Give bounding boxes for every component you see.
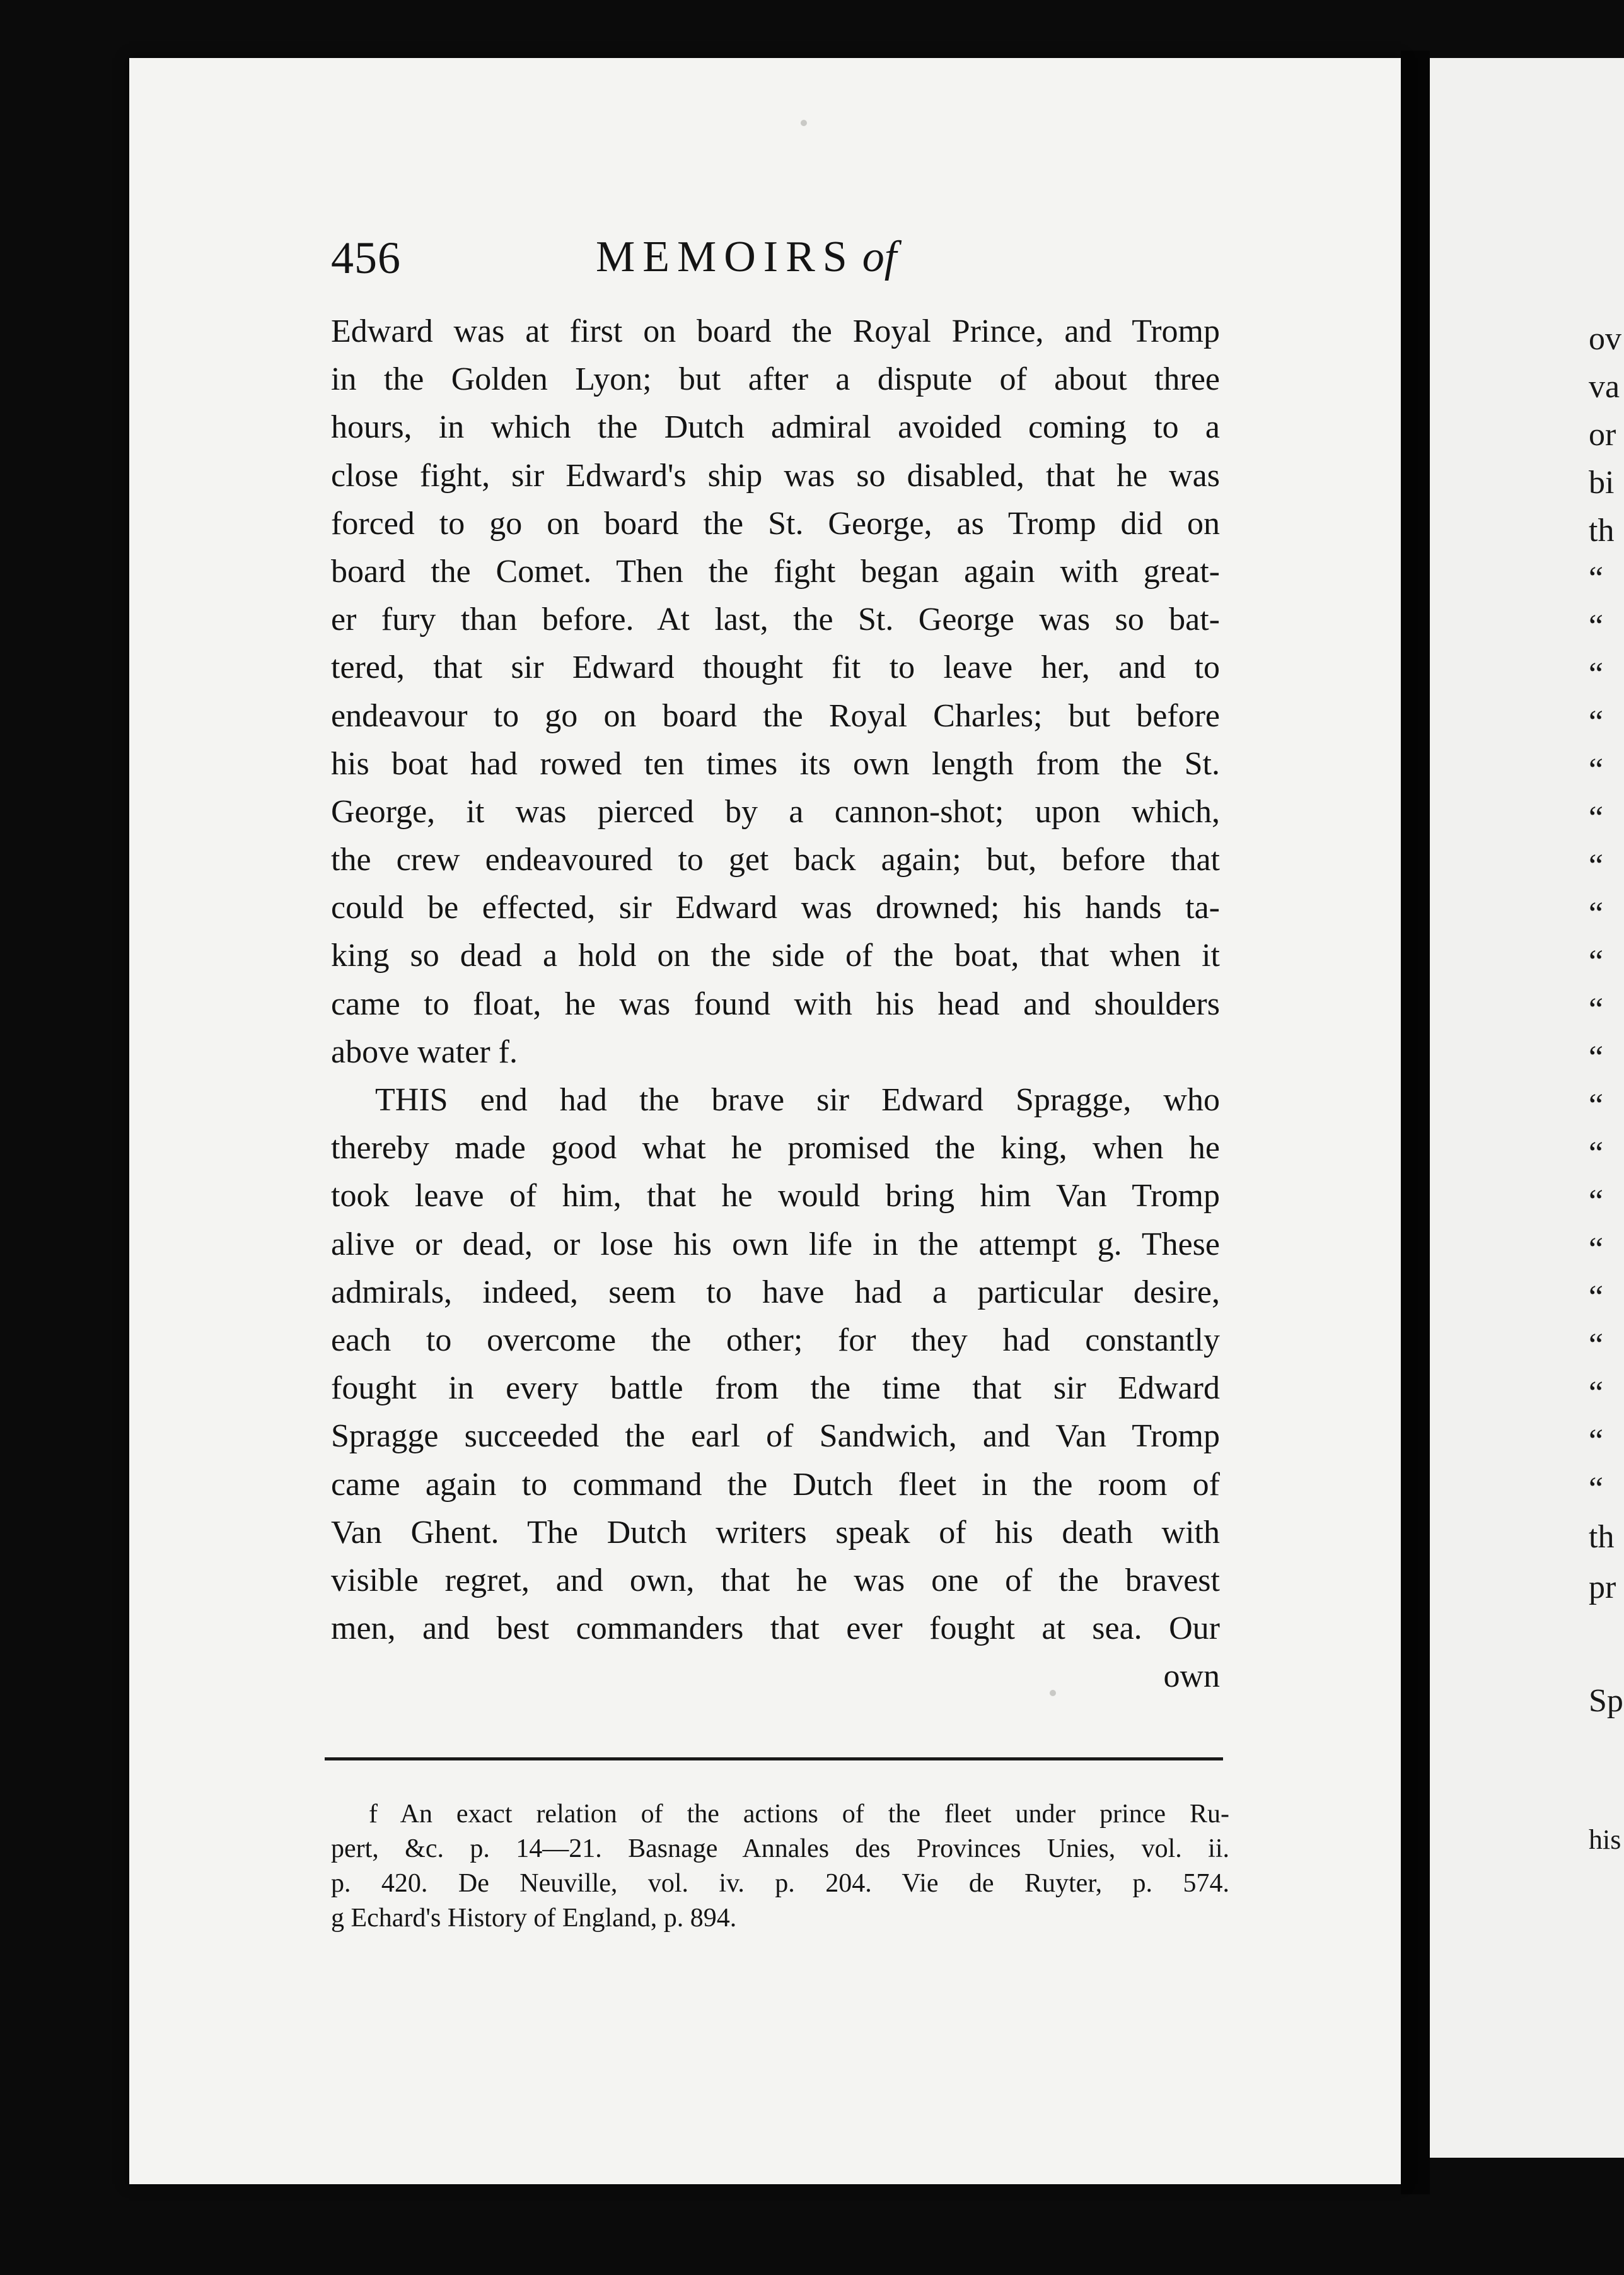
adjacent-fragment: “: [1589, 704, 1604, 740]
paper-speck: [801, 120, 807, 126]
adjacent-fragment: ov: [1589, 321, 1621, 357]
adjacent-fragment: “: [1589, 1184, 1604, 1219]
text-line: the crew endeavoured to get back again; but, before that: [331, 842, 1220, 878]
text-line: tered, that sir Edward thought fit to leave her, and to: [331, 649, 1220, 686]
adjacent-fragment: “: [1589, 561, 1604, 596]
adjacent-fragment: “: [1589, 752, 1604, 788]
adjacent-fragment: “: [1589, 608, 1604, 644]
adjacent-fragment: “: [1589, 896, 1604, 932]
adjacent-fragment: “: [1589, 992, 1604, 1028]
text-line: his boat had rowed ten times its own length from the St.: [331, 745, 1220, 782]
footnote-line: pert, &c. p. 14—21. Basnage Annales des Provinces Unies, vol. ii.: [331, 1834, 1229, 1863]
adjacent-fragment: “: [1589, 1375, 1604, 1411]
text-line: Spragge succeeded the earl of Sandwich, and Van Tromp: [331, 1418, 1220, 1455]
adjacent-fragment: “: [1589, 800, 1604, 836]
text-line: above water f.: [331, 1033, 518, 1070]
text-line: er fury than before. At last, the St. George was so bat-: [331, 602, 1220, 638]
text-line: hours, in which the Dutch admiral avoided coming to a: [331, 409, 1220, 446]
running-title: [596, 232, 896, 282]
adjacent-fragment: or: [1589, 417, 1616, 453]
text-line: in the Golden Lyon; but after a dispute of about three: [331, 361, 1220, 398]
adjacent-page: [1430, 58, 1624, 2158]
footnote-line: p. 420. De Neuville, vol. iv. p. 204. Vie de Ruyter, p. 574.: [331, 1869, 1229, 1898]
adjacent-fragment: “: [1589, 1231, 1604, 1267]
adjacent-fragment: Sp: [1589, 1683, 1623, 1719]
page-number: 456: [331, 233, 401, 283]
text-line: endeavour to go on board the Royal Charles; but before: [331, 697, 1220, 734]
adjacent-fragment: “: [1589, 1088, 1604, 1124]
text-line: men, and best commanders that ever fought at sea. Our: [331, 1610, 1220, 1647]
body-text: [331, 308, 1220, 1701]
text-line: fought in every battle from the time that sir Edward: [331, 1370, 1220, 1407]
text-line: came again to command the Dutch fleet in the room of: [331, 1466, 1220, 1503]
adjacent-fragment: “: [1589, 1136, 1604, 1172]
adjacent-fragment: bi: [1589, 465, 1615, 501]
adjacent-fragment: pr: [1589, 1569, 1616, 1605]
catchword: own: [1163, 1658, 1220, 1695]
text-line: each to overcome the other; for they had constantly: [331, 1322, 1220, 1358]
adjacent-fragment: va: [1589, 369, 1620, 405]
adjacent-fragment: “: [1589, 1040, 1604, 1076]
adjacent-fragment: “: [1589, 944, 1604, 980]
adjacent-fragment: th: [1589, 513, 1615, 549]
footnote-line: f An exact relation of the actions of the fleet under prince Ru-: [369, 1800, 1229, 1829]
running-title-main: MEMOIRS: [596, 233, 855, 281]
adjacent-fragment: his: [1589, 1824, 1621, 1855]
text-line: came to float, he was found with his head and shoulders: [331, 986, 1220, 1022]
text-line: could be effected, sir Edward was drowned; his hands ta-: [331, 890, 1220, 926]
text-line: THIS end had the brave sir Edward Spragge, who: [375, 1082, 1220, 1118]
adjacent-fragment: “: [1589, 656, 1604, 692]
text-line: close fight, sir Edward's ship was so disabled, that he was: [331, 457, 1220, 494]
text-line: Edward was at first on board the Royal Prince, and Tromp: [331, 313, 1220, 349]
footnotes: [331, 1797, 1229, 1936]
running-head: [331, 232, 1220, 282]
text-line: admirals, indeed, seem to have had a particular desire,: [331, 1274, 1220, 1310]
adjacent-fragment: “: [1589, 1471, 1604, 1507]
adjacent-fragment: “: [1589, 1279, 1604, 1315]
footnote-rule: [325, 1757, 1223, 1760]
adjacent-fragment: th: [1589, 1519, 1615, 1555]
adjacent-fragment: “: [1589, 1423, 1604, 1459]
footnote-line: g Echard's History of England, p. 894.: [331, 1904, 737, 1933]
text-line: George, it was pierced by a cannon-shot; upon which,: [331, 793, 1220, 830]
text-line: alive or dead, or lose his own life in the attempt g. These: [331, 1226, 1220, 1262]
adjacent-fragment: “: [1589, 1327, 1604, 1363]
text-line: took leave of him, that he would bring him Van Tromp: [331, 1178, 1220, 1214]
text-line: visible regret, and own, that he was one of the bravest: [331, 1562, 1220, 1598]
text-line: forced to go on board the St. George, as Tromp did on: [331, 505, 1220, 542]
text-line: thereby made good what he promised the king, when he: [331, 1130, 1220, 1167]
text-line: Van Ghent. The Dutch writers speak of his death with: [331, 1514, 1220, 1551]
page-gutter: [1401, 50, 1430, 2194]
text-line: king so dead a hold on the side of the boat, that when it: [331, 938, 1220, 974]
paper-speck: [1050, 1690, 1056, 1696]
running-title-suffix: of: [862, 233, 897, 281]
adjacent-fragment: “: [1589, 848, 1604, 884]
text-line: board the Comet. Then the fight began again with great-: [331, 553, 1220, 590]
